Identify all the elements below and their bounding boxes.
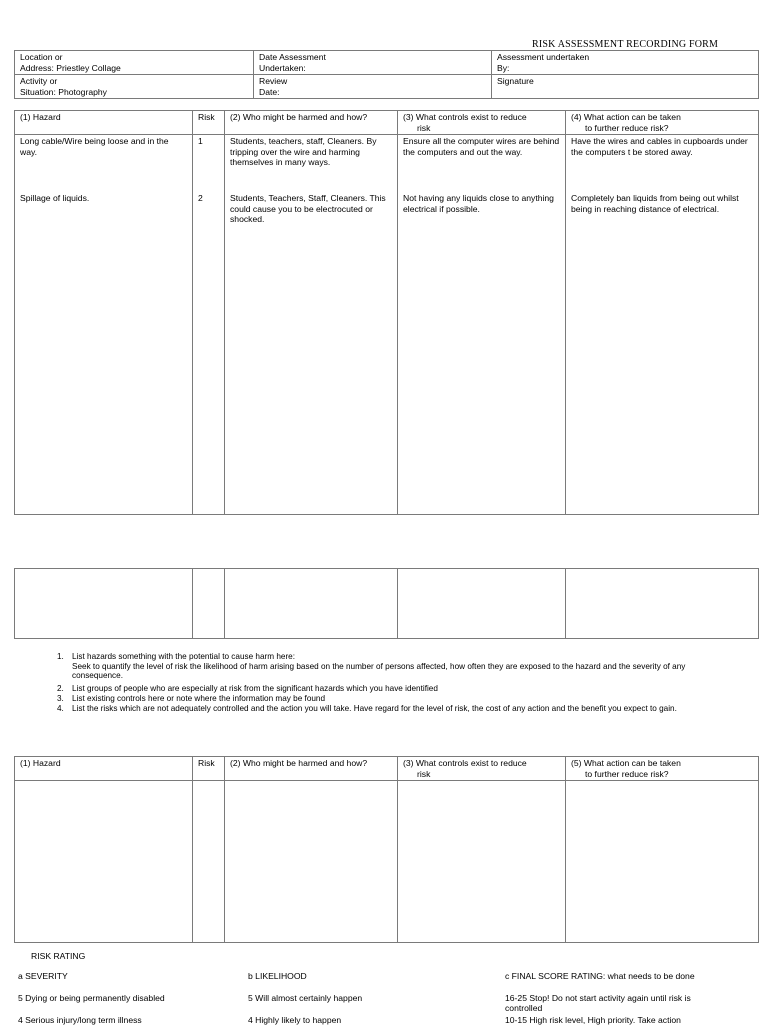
header-action-line1: (4) What action can be taken [571, 112, 681, 122]
blank-cell [15, 569, 193, 639]
blank-cell [225, 781, 398, 943]
location-label: Location or [20, 52, 63, 62]
note-number: 3. [57, 694, 64, 703]
final-score-item: 10-15 High risk level, High priority. Take action [505, 1015, 681, 1025]
header-controls-line1: (3) What controls exist to reduce [403, 112, 527, 122]
header-action-line2: to further reduce risk? [585, 122, 669, 133]
severity-item: 5 Dying or being permanently disabled [18, 993, 165, 1003]
action-column [566, 135, 759, 515]
severity-title: a SEVERITY [18, 971, 68, 981]
controls-column [398, 135, 566, 515]
blank-cell [566, 569, 759, 639]
header-risk: Risk [193, 111, 225, 135]
blank-cell [225, 569, 398, 639]
note-number: 2. [57, 684, 64, 693]
action-1: Have the wires and cables in cupboards under the computers t be stored away. [571, 136, 748, 157]
header-controls [398, 111, 566, 135]
date-cell [254, 51, 492, 75]
likelihood-title: b LIKELIHOOD [248, 971, 307, 981]
note-1 [57, 652, 737, 684]
header-who: (2) Who might be harmed and how? [225, 757, 398, 781]
header-hazard: (1) Hazard [15, 757, 193, 781]
note-2-text: List groups of people who are especially at risk from the significant hazards which you have identified [72, 684, 438, 693]
controls-1: Ensure all the computer wires are behind the computers and out the way. [403, 136, 560, 157]
activity-cell [15, 75, 254, 99]
risk-rating-title: RISK RATING [31, 951, 86, 961]
hazard-table [14, 110, 759, 515]
hazard-1: Long cable/Wire being loose and in the way. [20, 136, 169, 157]
header-controls-line2: risk [417, 122, 431, 133]
blank-cell [398, 781, 566, 943]
likelihood-item: 4 Highly likely to happen [248, 1015, 342, 1025]
blank-cell [15, 781, 193, 943]
assessment-undertaken-label: Assessment undertaken [497, 52, 590, 62]
review-date-label: Date: [259, 86, 280, 97]
header-action [566, 111, 759, 135]
blank-cell [193, 569, 225, 639]
address-value: Address: Priestley Collage [20, 62, 121, 73]
note-3-text: List existing controls here or note where the information may be found [72, 694, 326, 703]
hazard-2: Spillage of liquids. [20, 193, 90, 203]
note-3 [57, 694, 737, 704]
blank-table [14, 568, 759, 639]
signature-cell [492, 75, 759, 99]
hazard-column [15, 135, 193, 515]
note-2 [57, 684, 737, 694]
header-action-line1: (5) What action can be taken [571, 758, 681, 768]
blank-cell [193, 781, 225, 943]
header-action [566, 757, 759, 781]
final-score-title: c FINAL SCORE RATING: what needs to be done [505, 971, 695, 981]
risk-column [193, 135, 225, 515]
likelihood-item: 5 Will almost certainly happen [248, 993, 363, 1003]
note-text [72, 652, 737, 681]
form-title: RISK ASSESSMENT RECORDING FORM [532, 39, 719, 50]
note-4 [57, 704, 737, 724]
action-2: Completely ban liquids from being out whilst being in reaching distance of electrical. [571, 193, 739, 214]
who-2: Students, Teachers, Staff, Cleaners. This could cause you to be electrocuted or shocked. [230, 193, 386, 224]
signature-label: Signature [497, 76, 534, 86]
review-label: Review [259, 76, 288, 86]
location-cell [15, 51, 254, 75]
header-controls [398, 757, 566, 781]
info-table [14, 50, 759, 99]
header-action-line2: to further reduce risk? [585, 768, 669, 779]
risk-1: 1 [198, 136, 203, 146]
header-controls-line1: (3) What controls exist to reduce [403, 758, 527, 768]
note-number: 4. [57, 704, 64, 713]
who-column [225, 135, 398, 515]
final-score-item: 16-25 Stop! Do not start activity again until risk is controlled [505, 993, 691, 1013]
blank-cell [566, 781, 759, 943]
by-label: By: [497, 62, 510, 73]
controls-2: Not having any liquids close to anything electrical if possible. [403, 193, 554, 214]
further-action-table [14, 756, 759, 943]
situation-value: Situation: Photography [20, 86, 107, 97]
header-hazard: (1) Hazard [15, 111, 193, 135]
review-cell [254, 75, 492, 99]
activity-label: Activity or [20, 76, 58, 86]
header-controls-line2: risk [417, 768, 431, 779]
severity-item: 4 Serious injury/long term illness [18, 1015, 142, 1025]
undertaken-label: Undertaken: [259, 62, 306, 73]
header-who: (2) Who might be harmed and how? [225, 111, 398, 135]
note-1-text: List hazards something with the potential to cause harm here: [72, 652, 296, 661]
risk-2: 2 [198, 193, 203, 203]
note-4-text: List the risks which are not adequately controlled and the action you will take. Have regard for the level of risk, the cost of any action and the benefit you expect to gain. [72, 704, 677, 713]
blank-cell [398, 569, 566, 639]
date-assessment-label: Date Assessment [259, 52, 326, 62]
header-risk: Risk [193, 757, 225, 781]
who-1: Students, teachers, staff, Cleaners. By tripping over the wire and harming themselves in many ways. [230, 136, 377, 167]
assessor-cell [492, 51, 759, 75]
note-number: 1. [57, 652, 64, 661]
note-1-sub: Seek to quantify the level of risk the likelihood of harm arising based on the number of persons affected, how often they are exposed to the hazard and the severity of any consequence. [72, 661, 686, 681]
